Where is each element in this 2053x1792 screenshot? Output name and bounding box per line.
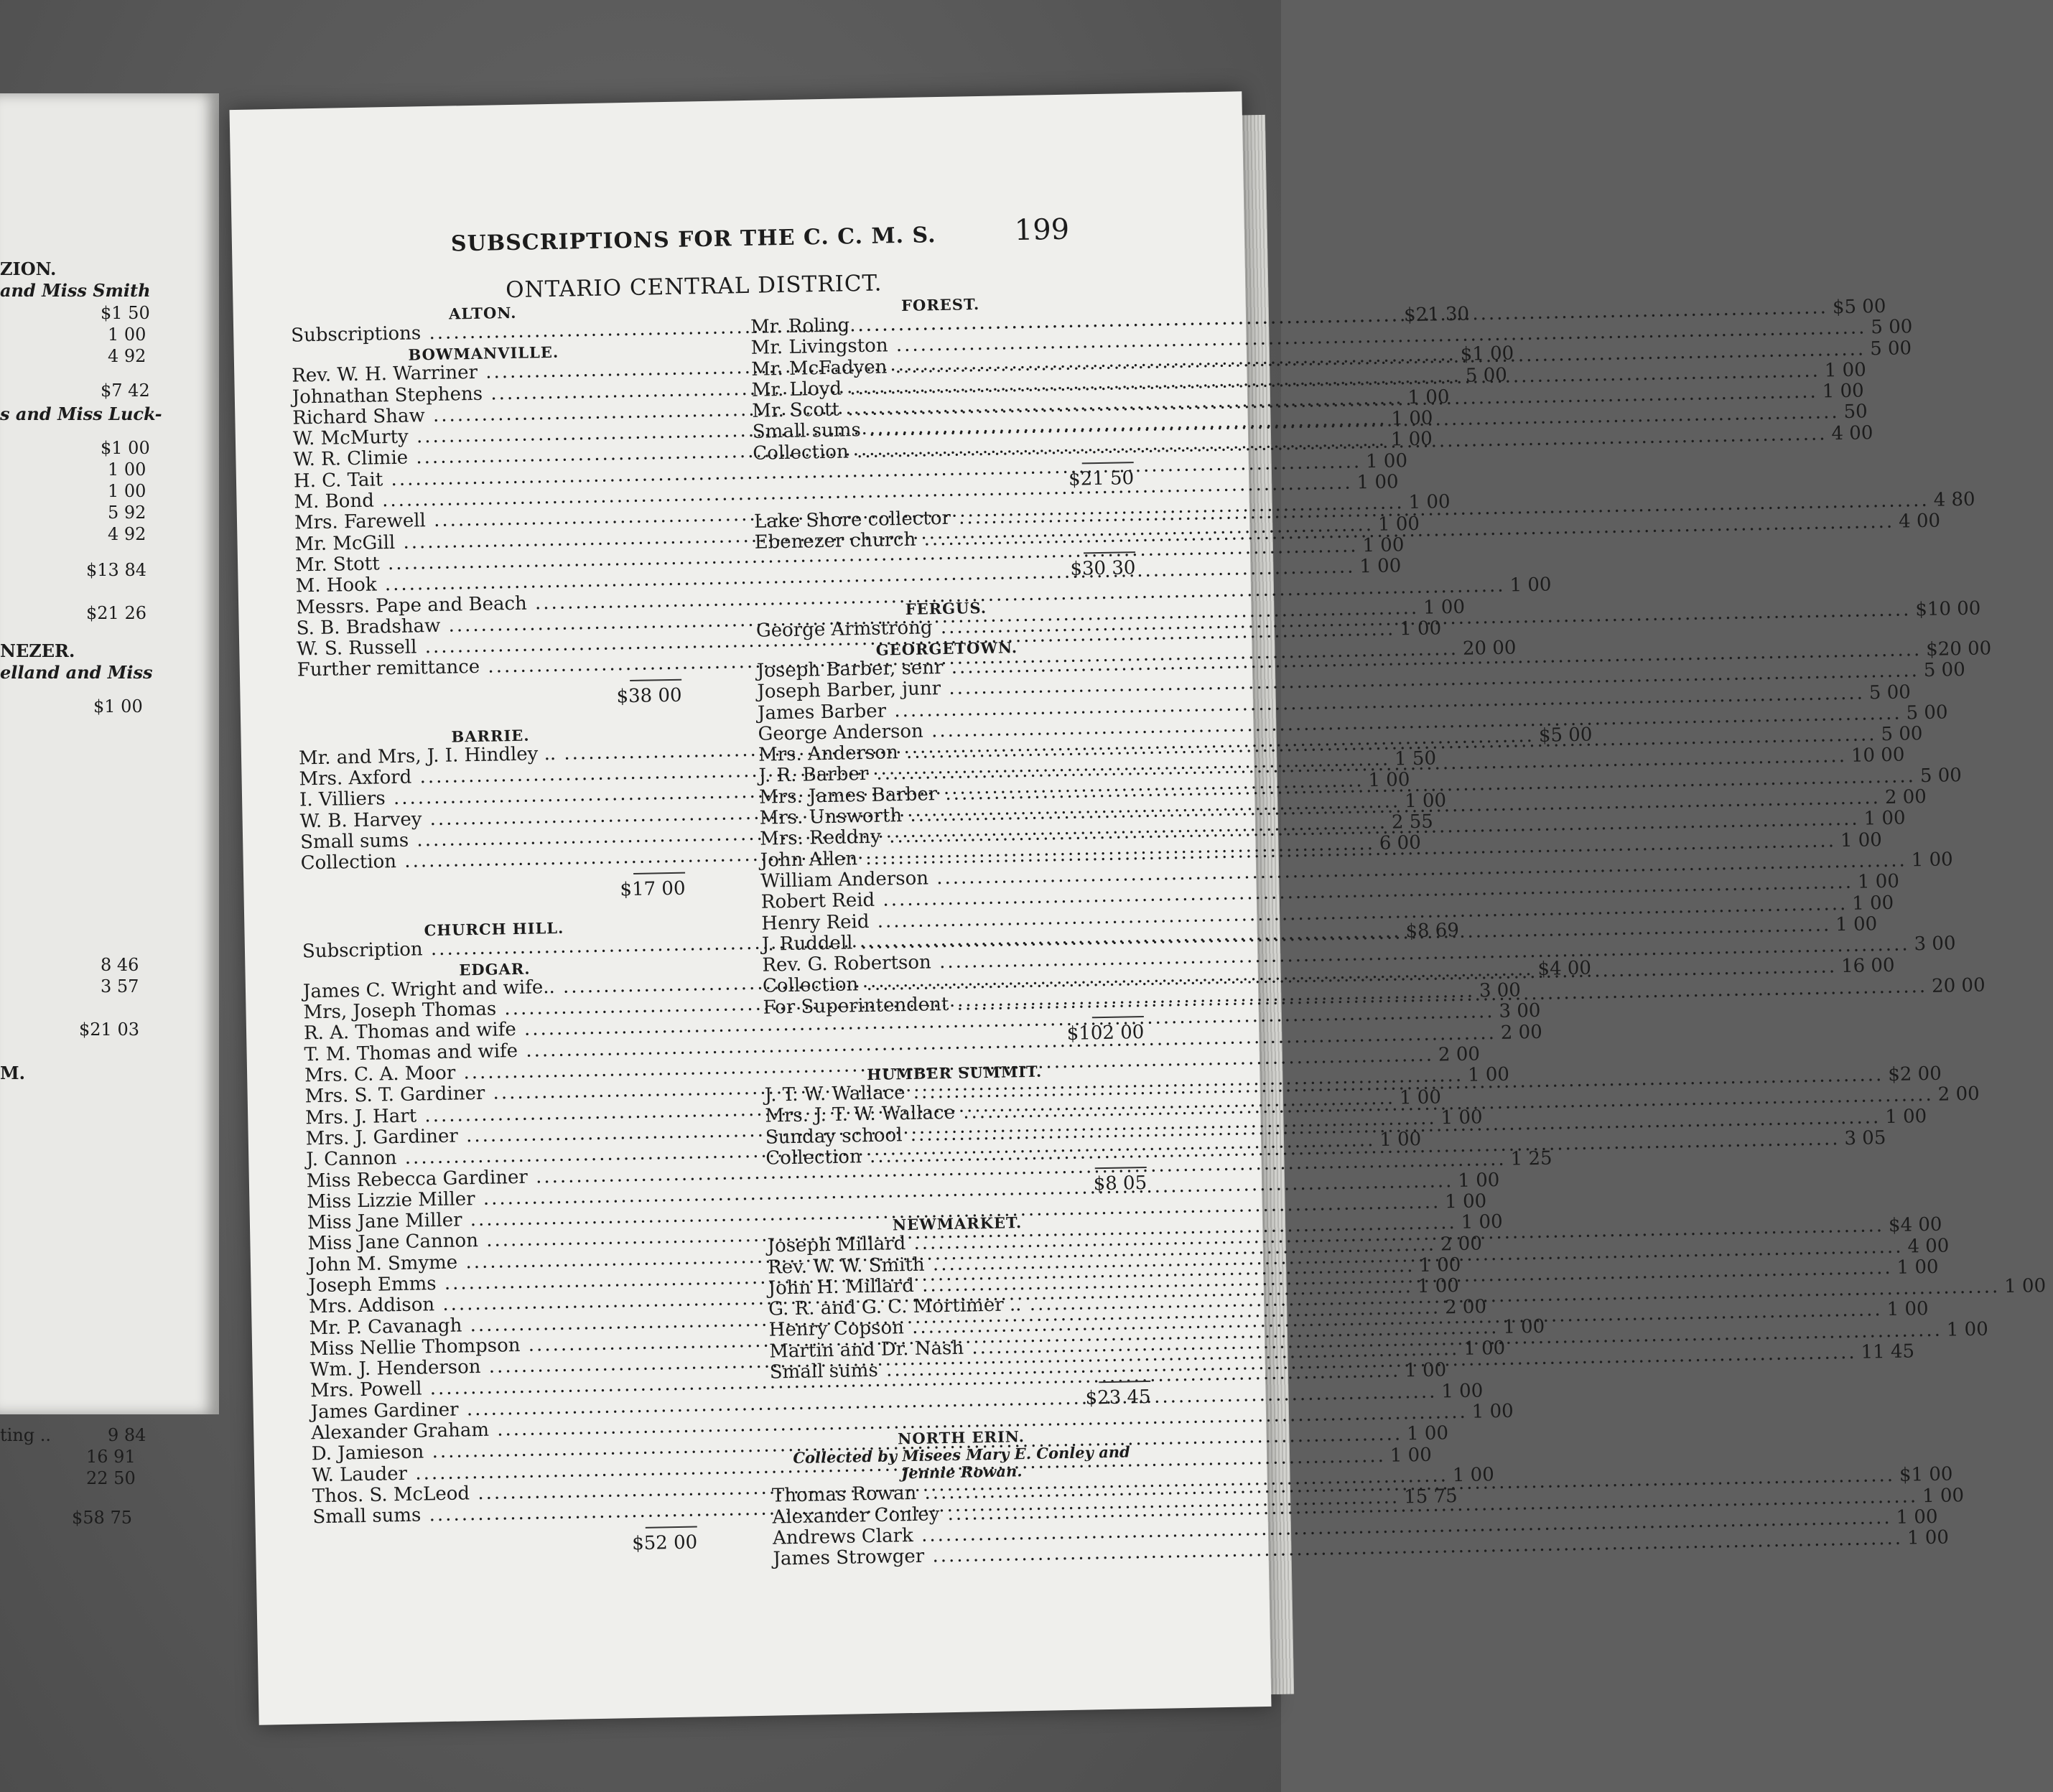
subscriber-name: Alexander Conley ..... [772, 1486, 1918, 1529]
subscriber-name: J. Ruddell ..... [762, 915, 1832, 956]
subscriber-name: Thomas Rowan ..... [772, 1465, 1896, 1507]
amount: 5 00 [1871, 316, 1913, 339]
amount: 3 00 [1499, 1000, 1541, 1023]
amount: 1 00 [1391, 407, 1433, 430]
subscriber-name: Mrs. Unsworth ..... [759, 788, 1881, 829]
amount: $2 00 [1888, 1063, 1942, 1086]
subscriber-name: George Armstrong ..... [756, 599, 1912, 642]
amount: 1 00 [1911, 849, 1953, 872]
subscriber-name: Mr. Lloyd ..... [752, 360, 1821, 401]
subscriber-name: Mrs. J. Hart ..... [305, 1088, 1395, 1129]
subscriber-name: R. A. Thomas and wife ..... [304, 1002, 1495, 1045]
amount: 11 45 [1861, 1340, 1915, 1363]
amount: 4 80 [1933, 488, 1975, 511]
subscriber-name: Henry Reid ..... [761, 894, 1848, 935]
subscriber-name: Ebenezer church ..... [754, 512, 1894, 554]
subscriber-name: S. B. Bradshaw ..... [296, 598, 1419, 640]
sum-rule [1099, 1381, 1150, 1383]
section-total: $38 00 [616, 684, 682, 708]
amount: $20 00 [1925, 638, 1992, 661]
amount: 1 00 [2003, 1275, 2047, 1298]
left-text: ting .. [0, 1425, 52, 1445]
amount: 1 00 [1467, 1063, 1510, 1087]
left-total: $21 03 [79, 1019, 139, 1040]
subscriber-name: Mrs. S. T. Gardiner ..... [304, 1065, 1463, 1108]
left-note: s and Miss Luck- [0, 403, 162, 424]
subscriber-name: George Anderson ..... [758, 703, 1902, 745]
section-heading: NORTH ERIN. [897, 1427, 1025, 1448]
amount: 1 00 [1886, 1298, 1929, 1321]
section-total: $52 00 [631, 1531, 698, 1554]
section-heading: CHURCH HILL. [424, 918, 564, 939]
sum-rule [1084, 551, 1135, 554]
subscriber-name: Mrs. J. Gardiner ..... [306, 1108, 1437, 1149]
amount: 2 55 [1391, 811, 1434, 834]
subscriber-name: Mrs. Farewell ..... [294, 493, 1405, 535]
subscriber-name: H. C. Tait ..... [294, 452, 1362, 493]
amount: 1 00 [1379, 1129, 1422, 1152]
amount: 1 00 [1885, 1105, 1927, 1128]
amount: 4 00 [1898, 510, 1941, 533]
subscriber-name: James C. Wright and wife.. ..... [303, 959, 1534, 1003]
subscriber-name: Mr. Scott ..... [752, 382, 1818, 422]
subscriber-name: Mrs. Powell ..... [310, 1361, 1401, 1402]
subscriber-name: Martin and Dr. Nash ..... [769, 1320, 1942, 1362]
amount: 3 00 [1479, 979, 1522, 1002]
amount: 1 00 [1509, 574, 1552, 597]
left-amount: 4 92 [108, 346, 146, 366]
amount: 4 00 [1831, 422, 1873, 445]
left-total: $13 84 [86, 560, 146, 580]
subscriber-name: Collection ..... [765, 1129, 1840, 1170]
subscriber-name: Small sums ..... [770, 1343, 1857, 1383]
section-note: Collected by Misees Mary E. Conley and Jennie Rowan. [793, 1442, 1130, 1483]
amount: 1 00 [1458, 1169, 1500, 1192]
subscriber-name: Thos. S. McLeod ..... [312, 1465, 1448, 1507]
left-amount: 3 57 [101, 976, 139, 997]
left-amount: 16 91 [86, 1447, 136, 1467]
amount: $4 00 [1537, 957, 1592, 980]
subscriber-name: Mr. Livingston ..... [750, 318, 1866, 360]
subscriber-name: M. Hook ..... [295, 557, 1355, 597]
amount: 2 00 [1500, 1021, 1542, 1044]
amount: 1 00 [1461, 1211, 1503, 1234]
subscriber-name: Mrs. Anderson ..... [758, 724, 1877, 766]
sum-rule [646, 1526, 697, 1528]
amount: 1 00 [1368, 769, 1410, 792]
section-heading: BARRIE. [451, 726, 530, 746]
subscriber-name: Small sums ..... [753, 403, 1840, 444]
sum-rule [1092, 1016, 1144, 1018]
subscriber-name: Mrs. Reddny ..... [760, 809, 1860, 850]
subscriber-name: T. M. Thomas and wife ..... [304, 1023, 1496, 1066]
subscriber-name: Joseph Barber, senr ..... [757, 640, 1922, 682]
subscriber-name: Subscription ..... [302, 921, 1402, 962]
subscriber-name: Andrews Clark ..... [773, 1508, 1892, 1549]
district-title: ONTARIO CENTRAL DISTRICT. [505, 270, 883, 304]
amount: 2 00 [1937, 1083, 1980, 1106]
amount: 3 00 [1914, 933, 1956, 956]
left-amount: 1 00 [108, 325, 146, 345]
subscriber-name: John Allen ..... [760, 831, 1837, 872]
subscriber-name: John M. Smyme ..... [308, 1234, 1436, 1276]
amount: $8 69 [1405, 919, 1460, 942]
left-amount: 4 92 [108, 524, 146, 544]
subscriber-name: Mrs. Addison ..... [309, 1277, 1413, 1317]
left-total: $21 26 [86, 603, 146, 623]
section-heading: GEORGETOWN. [875, 638, 1018, 659]
left-heading-zion: ZION. [0, 258, 57, 279]
section-heading: ALTON. [448, 303, 517, 323]
section-heading: FERGUS. [905, 598, 987, 618]
subscriber-name: Further remittance ..... [297, 639, 1459, 681]
left-amount: 1 00 [108, 481, 146, 501]
section-total: $8 05 [1093, 1172, 1147, 1195]
sum-rule [630, 678, 681, 681]
left-amount: $1 00 [101, 438, 150, 458]
section-total: $23 45 [1085, 1386, 1151, 1409]
subscriber-name: Collection ..... [300, 834, 1375, 874]
section-heading: EDGAR. [459, 959, 531, 979]
amount: 5 00 [1919, 764, 1963, 787]
amount: 2 00 [1884, 786, 1927, 809]
amount: 1 00 [1362, 534, 1405, 557]
amount: 1 25 [1510, 1147, 1552, 1170]
left-total: $7 42 [101, 381, 150, 401]
subscriber-name: John H. Millard ..... [768, 1258, 1892, 1299]
section-total: $102 00 [1066, 1022, 1145, 1045]
sum-rule [1095, 1167, 1147, 1169]
amount: 1 00 [1404, 789, 1447, 812]
section-total: $30 30 [1070, 556, 1136, 580]
left-amount: 5 92 [108, 503, 146, 523]
section-heading: HUMBER SUMMIT. [867, 1062, 1043, 1084]
subscriber-name: Subscriptions ..... [291, 305, 1400, 347]
amount: 1 00 [1423, 596, 1466, 619]
section-heading: NEWMARKET. [892, 1213, 1023, 1234]
subscriber-name: Small sums ..... [300, 813, 1387, 854]
subscriber-name: Mrs, Joseph Thomas ..... [303, 981, 1475, 1024]
subscriber-name: Rev. W. W. Smith ..... [768, 1236, 1904, 1278]
amount: 1 00 [1822, 380, 1864, 403]
amount: 1 50 [1394, 747, 1437, 770]
subscriber-name: Johnathan Stephens ..... [292, 365, 1462, 408]
subscriber-name: Rev. G. Robertson ..... [762, 935, 1910, 977]
amount: 1 00 [1463, 1338, 1506, 1361]
amount: 4 00 [1907, 1234, 1950, 1258]
amount: 1 00 [1471, 1400, 1514, 1423]
amount: 1 00 [1359, 555, 1402, 578]
left-page-fragment [0, 93, 219, 1528]
subscriber-name: J. T. W. Wallace ..... [765, 1065, 1884, 1106]
subscriber-name: Mr. P. Cavanagh ..... [309, 1297, 1440, 1339]
amount: 2 00 [1440, 1233, 1483, 1256]
subscriber-name: W. McMurty ..... [293, 409, 1387, 450]
section-heading: BOWMANVILLE. [408, 343, 559, 364]
subscriber-name: Mrs. James Barber ..... [759, 766, 1916, 808]
amount: 20 00 [1931, 974, 1986, 997]
subscriber-name: Mr. Roling ..... [750, 297, 1828, 338]
amount: 1 00 [1406, 1422, 1449, 1445]
subscriber-name: Henry Copson ..... [769, 1300, 1883, 1342]
amount: 5 00 [1906, 701, 1948, 724]
left-heading: NEZER. [0, 640, 75, 661]
section-total: $17 00 [620, 877, 686, 900]
subscriber-name: I. Villiers ..... [299, 771, 1364, 811]
amount: 1 00 [1365, 449, 1408, 472]
subscriber-name: Collection ..... [753, 424, 1828, 465]
amount: 20 00 [1462, 637, 1517, 661]
amount: 5 00 [1881, 723, 1923, 746]
subscriber-name: W. R. Climie ..... [293, 430, 1387, 471]
amount: 1 00 [1405, 1359, 1447, 1382]
subscriber-name: Joseph Emms ..... [308, 1256, 1415, 1297]
amount: 5 00 [1465, 364, 1508, 387]
page-199 [230, 91, 2047, 1725]
subscriber-name: James Gardiner ..... [311, 1381, 1438, 1423]
amount: $5 00 [1538, 724, 1593, 747]
subscriber-name: Alexander Graham ..... [311, 1402, 1468, 1445]
subscriber-name: Joseph Millard ..... [767, 1215, 1884, 1257]
subscriber-name: Mrs. J. T. W. Wallace ..... [765, 1085, 1934, 1127]
amount: 1 00 [1445, 1190, 1487, 1213]
amount: 1 00 [1896, 1256, 1939, 1279]
left-amount: $1 50 [101, 303, 150, 323]
left-amount: $1 00 [93, 696, 143, 717]
subscriber-name: Richard Shaw ..... [292, 388, 1404, 429]
sum-rule [1082, 462, 1134, 464]
amount: $10 00 [1915, 597, 1981, 620]
subscriber-name: James Strowger ..... [773, 1529, 1903, 1570]
amount: 15 75 [1403, 1485, 1458, 1508]
subscriber-name: William Anderson ..... [760, 850, 1907, 892]
amount: 1 00 [1907, 1526, 1950, 1549]
section-heading: FOREST. [900, 295, 980, 315]
amount: 1 00 [1503, 1315, 1545, 1338]
subscriber-name: Mrs. C. A. Moor ..... [304, 1045, 1434, 1087]
amount: 1 00 [1840, 829, 1883, 851]
amount: $1 00 [1460, 342, 1514, 366]
amount: 2 00 [1438, 1043, 1481, 1066]
running-head: SUBSCRIPTIONS FOR THE C. C. M. S. [450, 223, 936, 257]
amount: 1 00 [1399, 1086, 1442, 1109]
subscriber-name: Small sums ..... [312, 1488, 1400, 1529]
subscriber-name: Collection ..... [763, 957, 1838, 998]
left-note: and Miss Smith [0, 280, 151, 301]
amount: 16 00 [1840, 955, 1895, 978]
amount: $1 00 [1899, 1463, 1953, 1487]
subscriber-name: Messrs. Pape and Beach ..... [296, 575, 1506, 618]
subscriber-name: Joseph Barber, junr ..... [757, 661, 1919, 703]
subscriber-name: Mr. Stott ..... [295, 536, 1359, 576]
left-total: $58 75 [72, 1508, 132, 1528]
amount: 1 00 [1419, 1254, 1461, 1277]
amount: 1 00 [1390, 428, 1433, 452]
left-heading: M. [0, 1063, 25, 1083]
subscriber-name: Miss Nellie Thompson ..... [309, 1317, 1499, 1361]
subscriber-name: Miss Lizzie Miller ..... [307, 1171, 1454, 1213]
amount: 50 [1843, 401, 1868, 424]
sum-rule [633, 872, 685, 874]
amount: 10 00 [1851, 744, 1905, 767]
subscriber-name: Miss Jane Miller ..... [307, 1193, 1441, 1234]
left-note: elland and Miss [0, 662, 153, 683]
subscriber-name: M. Bond ..... [294, 473, 1353, 513]
amount: 1 00 [1896, 1506, 1938, 1529]
subscriber-name: J. R. Barber ..... [758, 746, 1847, 787]
subscriber-name: G. R. and G. C. Mortimer .. ..... [768, 1277, 2001, 1320]
amount: 3 05 [1844, 1126, 1886, 1150]
subscriber-name: For Superintendent ..... [763, 976, 1927, 1019]
subscriber-name: James Barber ..... [758, 683, 1865, 724]
amount: 1 00 [1377, 513, 1420, 536]
subscriber-name: Miss Rebecca Gardiner ..... [307, 1149, 1507, 1192]
subscriber-name: Miss Jane Cannon ..... [307, 1213, 1457, 1255]
subscriber-name: Robert Reid ..... [761, 872, 1854, 913]
amount: 1 00 [1946, 1318, 1988, 1341]
amount: 1 00 [1922, 1484, 1965, 1507]
amount: 1 00 [1440, 1106, 1483, 1129]
amount: 1 00 [1835, 913, 1878, 936]
amount: 1 00 [1824, 359, 1867, 382]
amount: 1 00 [1452, 1464, 1495, 1487]
amount: 5 00 [1923, 659, 1966, 682]
subscriber-name: W. Lauder ..... [312, 1446, 1386, 1487]
amount: 2 00 [1444, 1295, 1487, 1318]
amount: 1 00 [1417, 1275, 1460, 1298]
subscriber-name: Wm. J. Henderson ..... [309, 1339, 1459, 1381]
page-number: 199 [1014, 213, 1070, 248]
amount: 5 00 [1869, 337, 1912, 360]
amount: $4 00 [1888, 1213, 1942, 1237]
subscriber-name: Mr. and Mrs, J. I. Hindley .. ..... [299, 726, 1535, 770]
amount: 1 00 [1389, 1444, 1432, 1467]
subscriber-name: D. Jamieson ..... [312, 1424, 1403, 1465]
amount: 1 00 [1441, 1380, 1484, 1403]
left-amount: 8 46 [101, 955, 139, 975]
amount: 1 00 [1852, 892, 1894, 915]
amount: $5 00 [1832, 295, 1886, 319]
subscriber-name: Rev. W. H. Warriner ..... [292, 345, 1456, 387]
amount: 1 00 [1407, 386, 1450, 409]
subscriber-name: Mrs. Axford ..... [299, 750, 1390, 790]
amount: $21 30 [1403, 303, 1470, 327]
left-amount: 9 84 [108, 1425, 146, 1445]
subscriber-name: Sunday school ..... [765, 1107, 1881, 1149]
amount: 1 00 [1356, 471, 1399, 494]
subscriber-name: Lake Shore collector ..... [754, 490, 1929, 533]
amount: 6 00 [1379, 832, 1421, 855]
amount: 1 00 [1408, 491, 1451, 514]
subscriber-name: Mr. McFadyen ..... [751, 339, 1866, 381]
left-amount: 22 50 [86, 1468, 136, 1488]
amount: 5 00 [1868, 681, 1912, 704]
amount: 1 00 [1863, 807, 1906, 830]
subscriber-name: W. S. Russell ..... [297, 620, 1395, 661]
subscriber-name: Mr. McGill ..... [294, 515, 1374, 556]
left-amount: 1 00 [108, 459, 146, 480]
subtotal: $21 50 [1068, 467, 1135, 490]
subscriber-name: J. Cannon ..... [306, 1130, 1376, 1171]
amount: 1 00 [1399, 617, 1442, 640]
amount: 1 00 [1857, 870, 1900, 893]
subscriber-name: W. B. Harvey ..... [299, 791, 1400, 832]
